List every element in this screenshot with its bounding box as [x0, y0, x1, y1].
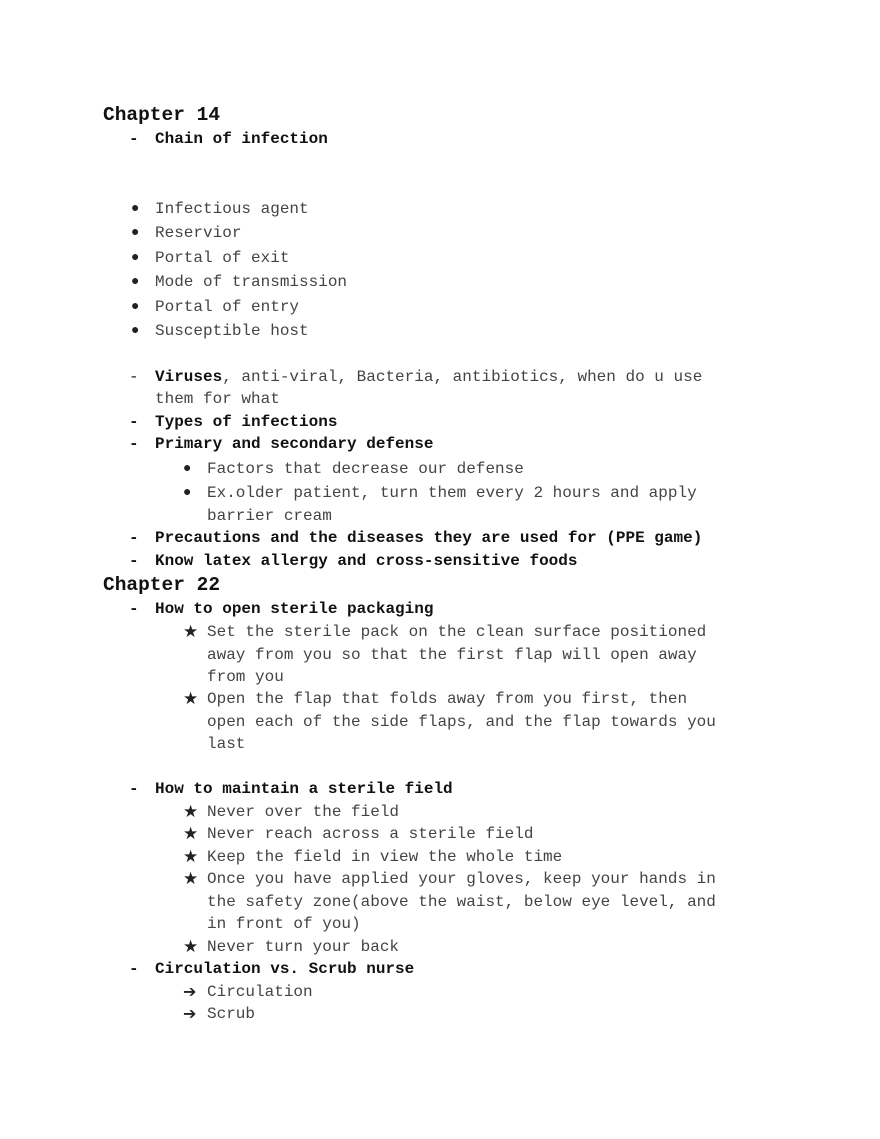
sterile-pack-line: last — [207, 735, 246, 753]
viruses-line — [155, 366, 702, 388]
chain-item: Portal of exit — [155, 249, 290, 267]
sterile-pack-line: away from you so that the first flap will open away — [207, 646, 697, 664]
dash-marker: - — [129, 435, 139, 453]
viruses-rest-text: , anti-viral, Bacteria, antibiotics, when do u use — [222, 368, 703, 386]
types-of-infections-heading: Types of infections — [155, 413, 338, 431]
defense-item-continued: barrier cream — [207, 507, 332, 525]
star-icon: ★ — [183, 937, 199, 957]
sterile-pack-line: from you — [207, 668, 284, 686]
arrow-right-icon: ➔ — [183, 1004, 197, 1023]
sterile-field-heading: How to maintain a sterile field — [155, 780, 453, 798]
star-icon: ★ — [183, 869, 199, 889]
sterile-field-line: Never reach across a sterile field — [207, 825, 534, 843]
sterile-field-line: the safety zone(above the waist, below eye level, and — [207, 893, 716, 911]
viruses-line-2: them for what — [155, 390, 280, 408]
dash-marker: - — [129, 780, 139, 798]
arrow-right-icon: ➔ — [183, 982, 197, 1001]
defense-heading: Primary and secondary defense — [155, 435, 434, 453]
chain-item: Susceptible host — [155, 322, 309, 340]
sterile-field-line: Never over the field — [207, 803, 400, 821]
bullet-icon: ● — [131, 201, 140, 217]
nurse-item: Circulation — [207, 983, 313, 1001]
dash-marker: - — [129, 552, 139, 570]
sterile-pack-line: open each of the side flaps, and the flap towards you — [207, 713, 716, 731]
dash-marker: - — [129, 413, 139, 431]
star-icon: ★ — [183, 847, 199, 867]
defense-item: Factors that decrease our defense — [207, 460, 524, 478]
nurse-item: Scrub — [207, 1005, 256, 1023]
dash-marker: - — [129, 960, 139, 978]
bullet-icon: ● — [131, 250, 140, 266]
chapter-22-title: Chapter 22 — [103, 574, 221, 596]
sterile-field-line: Never turn your back — [207, 938, 400, 956]
sterile-field-line: Once you have applied your gloves, keep your hands in — [207, 870, 716, 888]
chain-of-infection-heading: Chain of infection — [155, 130, 328, 148]
nurse-heading: Circulation vs. Scrub nurse — [155, 960, 415, 978]
star-icon: ★ — [183, 622, 199, 642]
chain-item: Portal of entry — [155, 298, 300, 316]
bullet-icon: ● — [131, 323, 140, 339]
dash-marker: - — [129, 600, 139, 618]
sterile-field-line: Keep the field in view the whole time — [207, 848, 563, 866]
bullet-icon: ● — [131, 274, 140, 290]
bullet-icon: ● — [183, 485, 192, 501]
star-icon: ★ — [183, 689, 199, 709]
dash-marker: - — [129, 368, 139, 386]
chapter-14-title: Chapter 14 — [103, 104, 221, 126]
latex-heading: Know latex allergy and cross-sensitive foods — [155, 552, 578, 570]
sterile-pack-line: Set the sterile pack on the clean surface positioned — [207, 623, 707, 641]
dash-marker: - — [129, 529, 139, 547]
sterile-packaging-heading: How to open sterile packaging — [155, 600, 434, 618]
viruses-bold-text: Viruses — [155, 368, 223, 386]
chain-item: Mode of transmission — [155, 273, 348, 291]
bullet-icon: ● — [131, 299, 140, 315]
star-icon: ★ — [183, 824, 199, 844]
dash-marker: - — [129, 130, 139, 148]
chain-item: Infectious agent — [155, 200, 309, 218]
sterile-field-line: in front of you) — [207, 915, 361, 933]
precautions-heading: Precautions and the diseases they are used for (PPE game) — [155, 529, 703, 547]
bullet-icon: ● — [183, 461, 192, 477]
chain-item: Reservior — [155, 224, 242, 242]
star-icon: ★ — [183, 802, 199, 822]
bullet-icon: ● — [131, 225, 140, 241]
sterile-pack-line: Open the flap that folds away from you first, then — [207, 690, 688, 708]
defense-item: Ex.older patient, turn them every 2 hours and apply — [207, 484, 697, 502]
